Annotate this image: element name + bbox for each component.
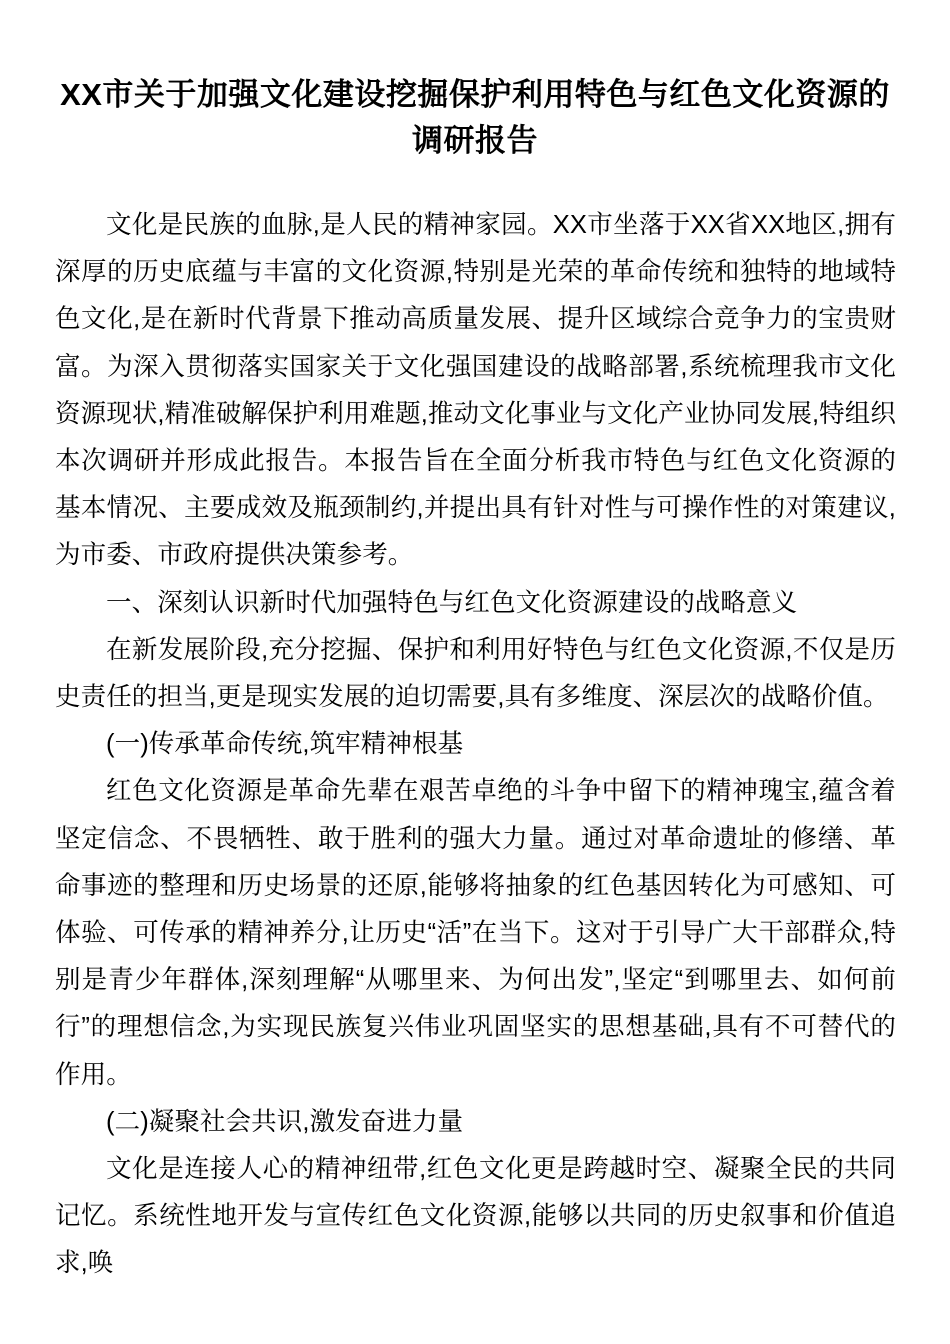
subsection-2-paragraph: 文化是连接人心的精神纽带,红色文化更是跨越时空、凝聚全民的共同记忆。系统性地开发与宣传红色文化资源,能够以共同的历史叙事和价值追求,唤: [55, 1155, 896, 1278]
section-1-intro-paragraph: 在新发展阶段,充分挖掘、保护和利用好特色与红色文化资源,不仅是历史责任的担当,更是现实发展的迫切需要,具有多维度、深层次的战略价值。: [55, 635, 896, 712]
page-title: XX市关于加强文化建设挖掘保护利用特色与红色文化资源的调研报告: [60, 77, 890, 158]
section-heading-1: 一、深刻认识新时代加强特色与红色文化资源建设的战略意义: [106, 588, 798, 617]
document-body: [55, 202, 896, 1288]
intro-paragraph: 文化是民族的血脉,是人民的精神家园。XX市坐落于XX省XX地区,拥有深厚的历史底蕴与丰富的文化资源,特别是光荣的革命传统和独特的地域特色文化,是在新时代背景下推动高质量发展、提升区域综合竞争力的宝贵财富。为深入贯彻落实国家关于文化强国建设的战略部署,系统梳理我市文化资源现状,精准破解保护利用难题,推动文化事业与文化产业协同发展,特组织本次调研并形成此报告。本报告旨在全面分析我市特色与红色文化资源的基本情况、主要成效及瓶颈制约,并提出具有针对性与可操作性的对策建议,为市委、市政府提供决策参考。: [55, 211, 896, 570]
subsection-heading-2: (二)凝聚社会共识,激发奋进力量: [106, 1107, 464, 1136]
subsection-1-paragraph: 红色文化资源是革命先辈在艰苦卓绝的斗争中留下的精神瑰宝,蕴含着坚定信念、不畏牺牲、敢于胜利的强大力量。通过对革命遗址的修缮、革命事迹的整理和历史场景的还原,能够将抽象的红色基因转化为可感知、可体验、可传承的精神养分,让历史“活”在当下。这对于引导广大干部群众,特别是青少年群体,深刻理解“从哪里来、为何出发”,坚定“到哪里去、如何前行”的理想信念,为实现民族复兴伟业巩固坚实的思想基础,具有不可替代的作用。: [55, 777, 896, 1089]
subsection-heading-1: (一)传承革命传统,筑牢精神根基: [106, 730, 464, 759]
